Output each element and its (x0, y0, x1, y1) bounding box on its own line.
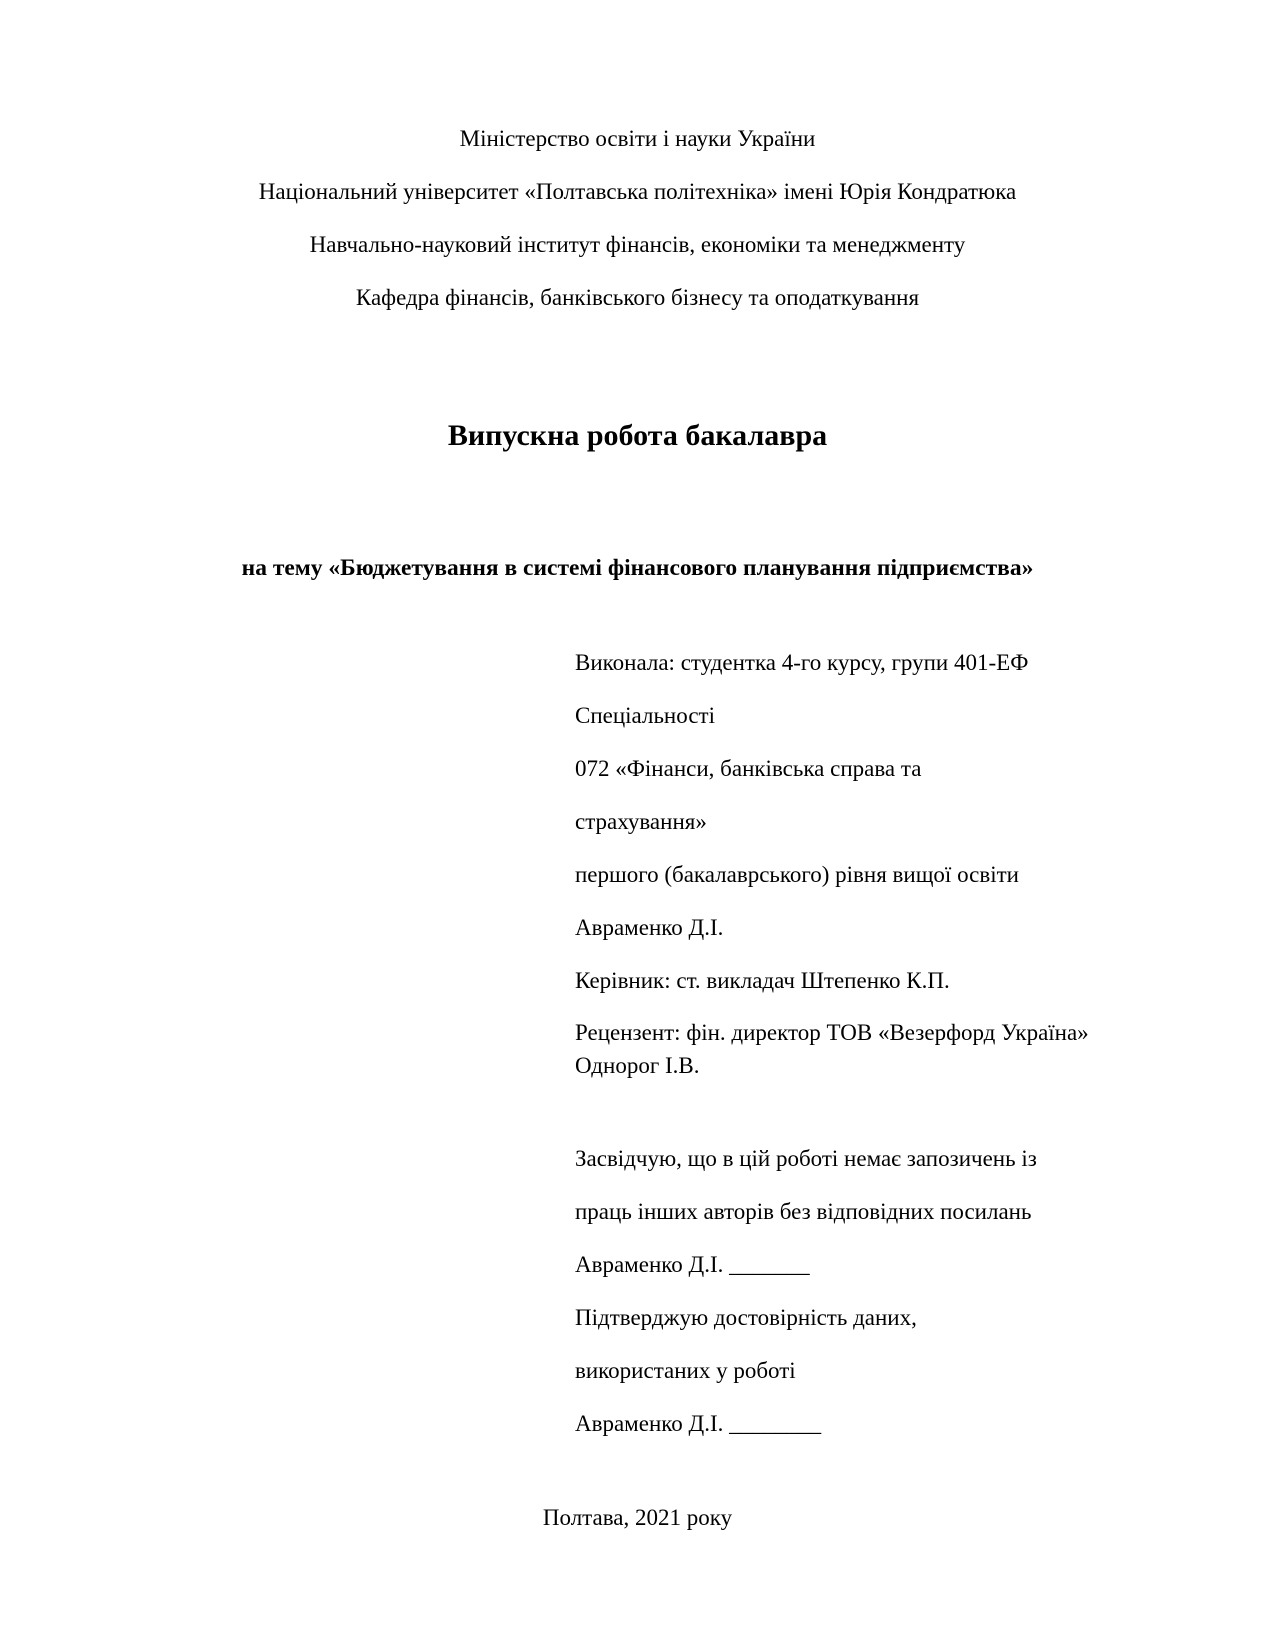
student-name-line: Авраменко Д.І. (575, 915, 724, 940)
declaration-block (575, 1132, 1125, 1450)
department-line: Кафедра фінансів, банківського бізнесу та оподаткування (355, 285, 920, 310)
education-level-line: першого (бакалаврського) рівня вищої освіти (575, 862, 1019, 887)
university-header (150, 112, 1125, 324)
declaration-line-1: Засвідчую, що в цій роботі немає запозичень із (575, 1146, 1037, 1171)
signature-line-1: Авраменко Д.І. _______ (575, 1252, 810, 1277)
reviewer-line: Рецензент: фін. директор ТОВ «Везерфорд Україна» Однорог І.В. (575, 1020, 1089, 1078)
supervisor-line: Керівник: ст. викладач Штепенко К.П. (575, 968, 950, 993)
city-year-line: Полтава, 2021 року (542, 1505, 733, 1530)
institute-line: Навчально-науковий інститут фінансів, економіки та менеджменту (309, 232, 966, 257)
declaration-line-2: праць інших авторів без відповідних посилань (575, 1199, 1032, 1224)
author-line: Виконала: студентка 4-го курсу, групи 401-ЕФ (575, 650, 1029, 675)
confirmation-line-2: використаних у роботі (575, 1358, 796, 1383)
speciality-label-line: Спеціальності (575, 703, 715, 728)
author-details-block (575, 636, 1125, 1082)
signature-line-2: Авраменко Д.І. ________ (575, 1411, 822, 1436)
ministry-line: Міністерство освіти і науки України (459, 126, 816, 151)
university-line: Національний університет «Полтавська політехніка» імені Юрія Кондратюка (258, 179, 1017, 204)
speciality-code-line: 072 «Фінанси, банківська справа та (575, 756, 922, 781)
thesis-topic: на тему «Бюджетування в системі фінансового планування підприємства» (241, 555, 1034, 581)
confirmation-line-1: Підтверджую достовірність даних, (575, 1305, 917, 1330)
document-title: Випускна робота бакалавра (447, 419, 828, 452)
speciality-cont-line: страхування» (575, 809, 707, 834)
